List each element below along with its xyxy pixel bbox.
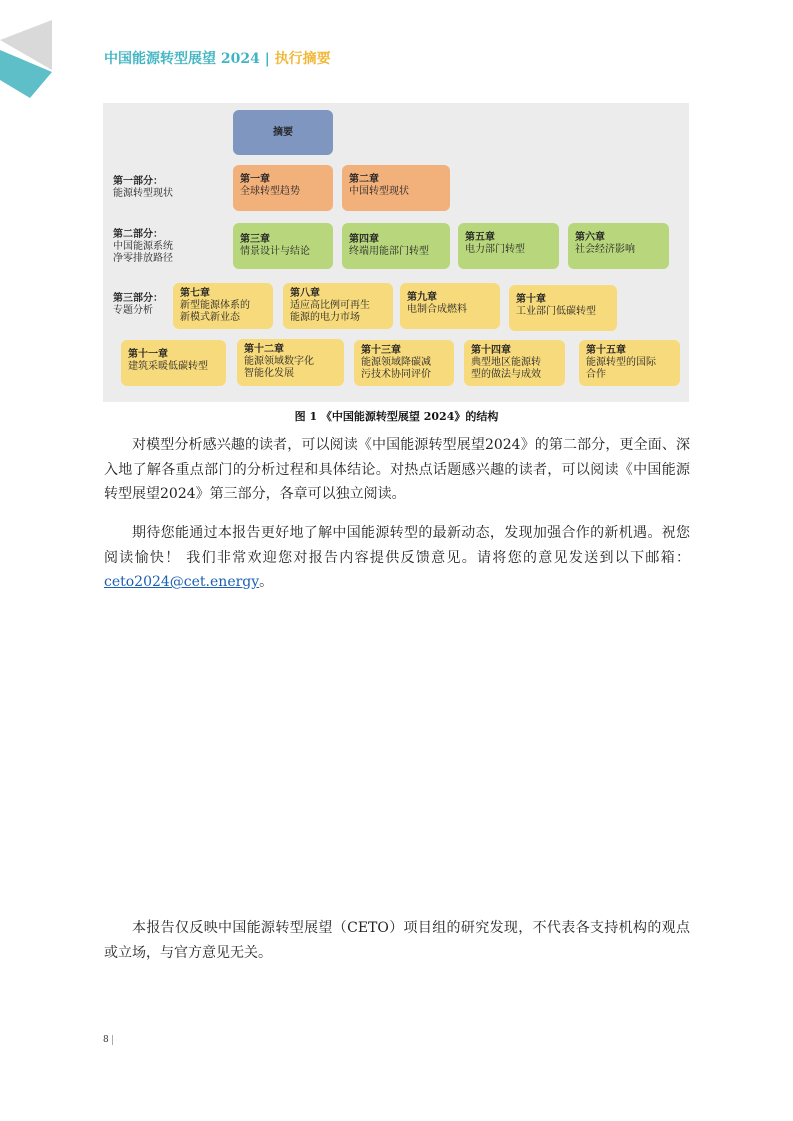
chapter-10-box [509, 285, 617, 331]
chapter-11-title: 第十一章 [128, 349, 168, 360]
chapter-2-box [342, 165, 450, 211]
chapter-4-title: 第四章 [349, 234, 379, 245]
chapter-9-box [400, 283, 500, 329]
chapter-6-title: 第六章 [575, 232, 605, 243]
chapter-8-box [283, 283, 393, 329]
paragraph-2 [104, 521, 690, 595]
chapter-14-title: 第十四章 [471, 345, 511, 356]
chapter-2-desc: 中国转型现状 [349, 186, 409, 197]
chapter-7-desc-2: 新模式新业态 [180, 312, 240, 323]
chapter-6-box [568, 223, 669, 269]
chapter-2-title: 第二章 [349, 174, 379, 185]
chapter-7-title: 第七章 [180, 288, 210, 299]
chapter-3-desc: 情景设计与结论 [240, 246, 310, 257]
summary-label: 摘要 [273, 126, 293, 138]
part1-title: 第一部分： [113, 176, 163, 187]
chapter-15-title: 第十五章 [586, 345, 626, 356]
chapter-5-desc: 电力部门转型 [465, 244, 525, 255]
part2-desc-1: 中国能源系统 [113, 241, 173, 252]
corner-decoration [0, 0, 60, 100]
figure-caption: 图 1 《中国能源转型展望 2024》的结构 [294, 410, 499, 423]
part1-label [113, 176, 173, 200]
email-link[interactable]: ceto2024@cet.energy [104, 574, 260, 590]
chapter-13-box [354, 340, 454, 386]
summary-box [233, 110, 333, 155]
chapter-8-desc-1: 适应高比例可再生 [290, 300, 370, 311]
chapter-13-desc-2: 污技术协同评价 [361, 369, 431, 380]
chapter-1-desc: 全球转型趋势 [240, 186, 300, 197]
chapter-1-title: 第一章 [240, 174, 270, 185]
chapter-11-desc: 建筑采暖低碳转型 [128, 361, 208, 372]
part2-title: 第二部分： [113, 229, 163, 240]
chapter-10-title: 第十章 [516, 294, 546, 305]
chapter-9-title: 第九章 [407, 292, 437, 303]
report-title: 中国能源转型展望 2024 | [104, 51, 270, 67]
chapter-15-desc-2: 合作 [586, 369, 606, 380]
structure-figure [103, 103, 689, 402]
part3-title: 第三部分： [113, 293, 163, 304]
chapter-7-desc-1: 新型能源体系的 [180, 300, 250, 311]
page-number: 8 [103, 1035, 113, 1045]
paragraph-2-end: 。 [259, 574, 274, 590]
chapter-4-desc: 终端用能部门转型 [349, 246, 429, 257]
chapter-11-box [121, 340, 226, 386]
section-title: 执行摘要 [274, 51, 331, 67]
chapter-9-desc: 电制合成燃料 [407, 304, 467, 315]
chapter-3-box [233, 223, 333, 269]
part3-desc: 专题分析 [113, 305, 153, 316]
chapter-15-desc-1: 能源转型的国际 [586, 357, 656, 368]
chapter-13-title: 第十三章 [361, 345, 401, 356]
paragraph-2-text: 期待您能通过本报告更好地了解中国能源转型的最新动态，发现加强合作的新机遇。祝您阅读愉快！ 我们非常欢迎您对报告内容提供反馈意见。请将您的意见发送到以下邮箱： [104, 525, 690, 566]
chapter-7-box [173, 283, 273, 329]
chapter-5-box [458, 223, 559, 269]
page-header [104, 48, 331, 68]
chapter-6-desc: 社会经济影响 [575, 244, 635, 255]
chapter-12-desc-1: 能源领域数字化 [244, 356, 314, 367]
chapter-12-title: 第十二章 [244, 344, 284, 355]
disclaimer-paragraph: 本报告仅反映中国能源转型展望（CETO）项目组的研究发现，不代表各支持机构的观点或立场，与官方意见无关。 [104, 920, 690, 961]
chapter-8-title: 第八章 [290, 288, 320, 299]
part1-desc: 能源转型现状 [113, 188, 173, 199]
chapter-12-desc-2: 智能化发展 [244, 368, 294, 379]
chapter-14-desc-1: 典型地区能源转 [471, 357, 541, 368]
chapter-12-box [237, 339, 344, 386]
chapter-15-box [579, 340, 680, 386]
chapter-3-title: 第三章 [240, 234, 270, 245]
part3-label [113, 293, 163, 317]
chapter-5-title: 第五章 [465, 232, 495, 243]
chapter-4-box [342, 223, 450, 269]
chapter-8-desc-2: 能源的电力市场 [290, 312, 360, 323]
paragraph-1: 对模型分析感兴趣的读者，可以阅读《中国能源转型展望2024》的第二部分，更全面、深入地了解各重点部门的分析过程和具体结论。对热点话题感兴趣的读者，可以阅读《中国能源转型展望2024》第三部分，各章可以独立阅读。 [104, 437, 690, 502]
chapter-1-box [233, 165, 333, 211]
part2-label [113, 229, 173, 265]
chapter-14-desc-2: 型的做法与成效 [471, 369, 541, 380]
chapter-14-box [464, 340, 565, 386]
chapter-10-desc: 工业部门低碳转型 [516, 306, 596, 317]
chapter-13-desc-1: 能源领域降碳减 [361, 357, 431, 368]
part2-desc-2: 净零排放路径 [113, 253, 173, 264]
